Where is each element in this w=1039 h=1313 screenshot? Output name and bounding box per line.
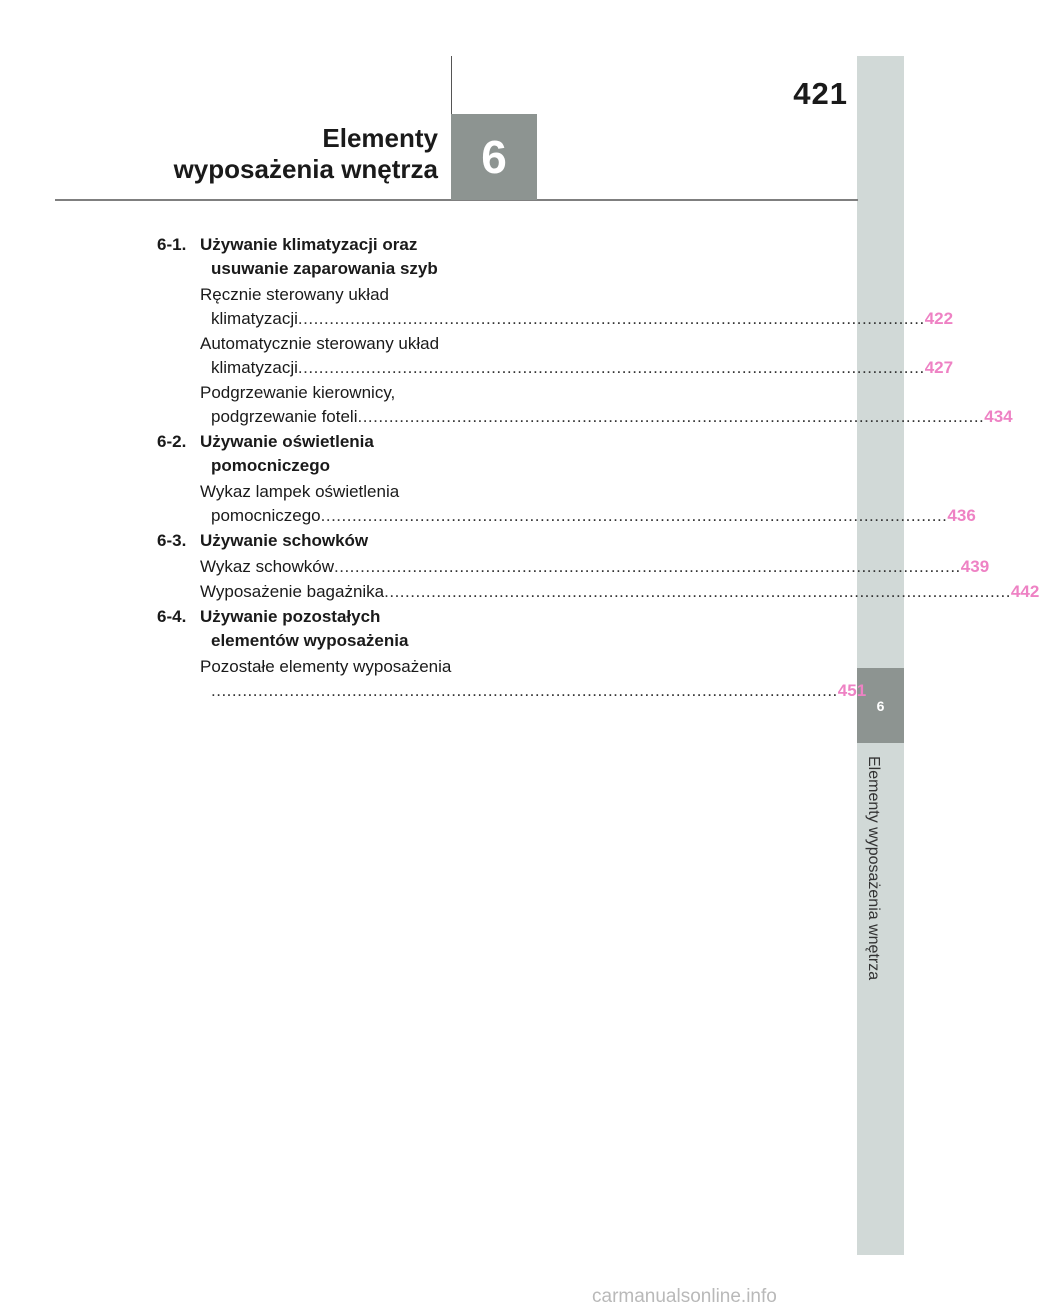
toc-dot-leader: ........................................................................................................................ xyxy=(357,407,985,426)
chapter-title xyxy=(18,123,438,185)
toc-section xyxy=(157,605,477,653)
toc-entry-title: Pozostałe elementy wyposażenia xyxy=(200,657,452,676)
toc-section xyxy=(157,233,477,281)
toc-dot-leader: ........................................................................................................................ xyxy=(384,582,1011,601)
chapter-number-box: 6 xyxy=(451,114,537,200)
toc-entry-title: Wyposażenie bagażnika xyxy=(200,582,385,601)
toc-entry[interactable] xyxy=(200,555,990,579)
toc-entry-title-cont: podgrzewanie foteli xyxy=(211,407,358,426)
toc-entry-row xyxy=(200,679,867,703)
toc-entry-row xyxy=(200,405,1013,429)
toc-entry-title: Automatycznie sterowany układ xyxy=(200,334,440,353)
watermark: carmanualsonline.info xyxy=(592,1286,777,1307)
table-of-contents xyxy=(157,233,1039,704)
toc-dot-leader: ........................................................................................................................ xyxy=(297,358,925,377)
toc-entry-row xyxy=(200,580,1039,604)
toc-entry-row xyxy=(200,504,976,528)
side-band xyxy=(857,56,904,1255)
toc-page-link[interactable]: 434 xyxy=(984,407,1013,426)
toc-entry[interactable] xyxy=(200,381,1013,429)
side-chapter-tab[interactable]: 6 xyxy=(857,668,904,743)
toc-section-number: 6-2. xyxy=(157,432,187,451)
toc-entry[interactable] xyxy=(200,580,1039,604)
toc-section-number: 6-4. xyxy=(157,607,187,626)
toc-section-number: 6-1. xyxy=(157,235,187,254)
toc-page-link[interactable]: 451 xyxy=(837,681,867,700)
toc-dot-leader: ........................................................................................................................ xyxy=(211,681,838,700)
toc-page-link[interactable]: 427 xyxy=(924,358,954,377)
chapter-title-line1: Elementy xyxy=(322,123,438,153)
toc-entry-title-cont: klimatyzacji xyxy=(211,309,298,328)
toc-dot-leader: ........................................................................................................................ xyxy=(320,506,948,525)
toc-section-title-cont: pomocniczego xyxy=(211,456,331,475)
toc-entry-row xyxy=(200,307,954,331)
page-number: 421 xyxy=(793,76,848,111)
toc-entry[interactable] xyxy=(200,332,954,380)
toc-entry-title-cont: klimatyzacji xyxy=(211,358,298,377)
toc-page-link[interactable]: 436 xyxy=(947,506,976,525)
toc-section-title: Używanie schowków xyxy=(200,531,369,550)
toc-entry-title: Wykaz lampek oświetlenia xyxy=(200,482,400,501)
toc-section-title: Używanie pozostałych xyxy=(200,607,381,626)
header-vertical-rule xyxy=(451,56,452,114)
toc-entry-title: Wykaz schowków xyxy=(200,557,334,576)
toc-section-title-cont: elementów wyposażenia xyxy=(211,631,409,650)
toc-entry-row xyxy=(200,356,954,380)
toc-entry-title-cont: pomocniczego xyxy=(211,506,321,525)
toc-section xyxy=(157,430,477,478)
toc-entry[interactable] xyxy=(200,655,867,703)
toc-entry-title: Ręcznie sterowany układ xyxy=(200,285,389,304)
toc-page-link[interactable]: 439 xyxy=(960,557,990,576)
toc-page-link[interactable]: 422 xyxy=(924,309,954,328)
toc-dot-leader: ........................................................................................................................ xyxy=(297,309,925,328)
toc-entry[interactable] xyxy=(200,480,976,528)
chapter-title-line2: wyposażenia wnętrza xyxy=(173,154,438,184)
toc-entry[interactable] xyxy=(200,283,954,331)
toc-dot-leader: ........................................................................................................................ xyxy=(334,557,961,576)
toc-section-title-cont: usuwanie zaparowania szyb xyxy=(211,259,438,278)
toc-section-title: Używanie klimatyzacji oraz xyxy=(200,235,418,254)
toc-entry-row xyxy=(200,555,990,579)
toc-section-title: Używanie oświetlenia xyxy=(200,432,374,451)
side-chapter-label: Elementy wyposażenia wnętrza xyxy=(865,756,882,981)
toc-section-number: 6-3. xyxy=(157,531,187,550)
toc-page-link[interactable]: 442 xyxy=(1010,582,1039,601)
toc-section xyxy=(157,529,477,553)
toc-entry-title: Podgrzewanie kierownicy, xyxy=(200,383,396,402)
